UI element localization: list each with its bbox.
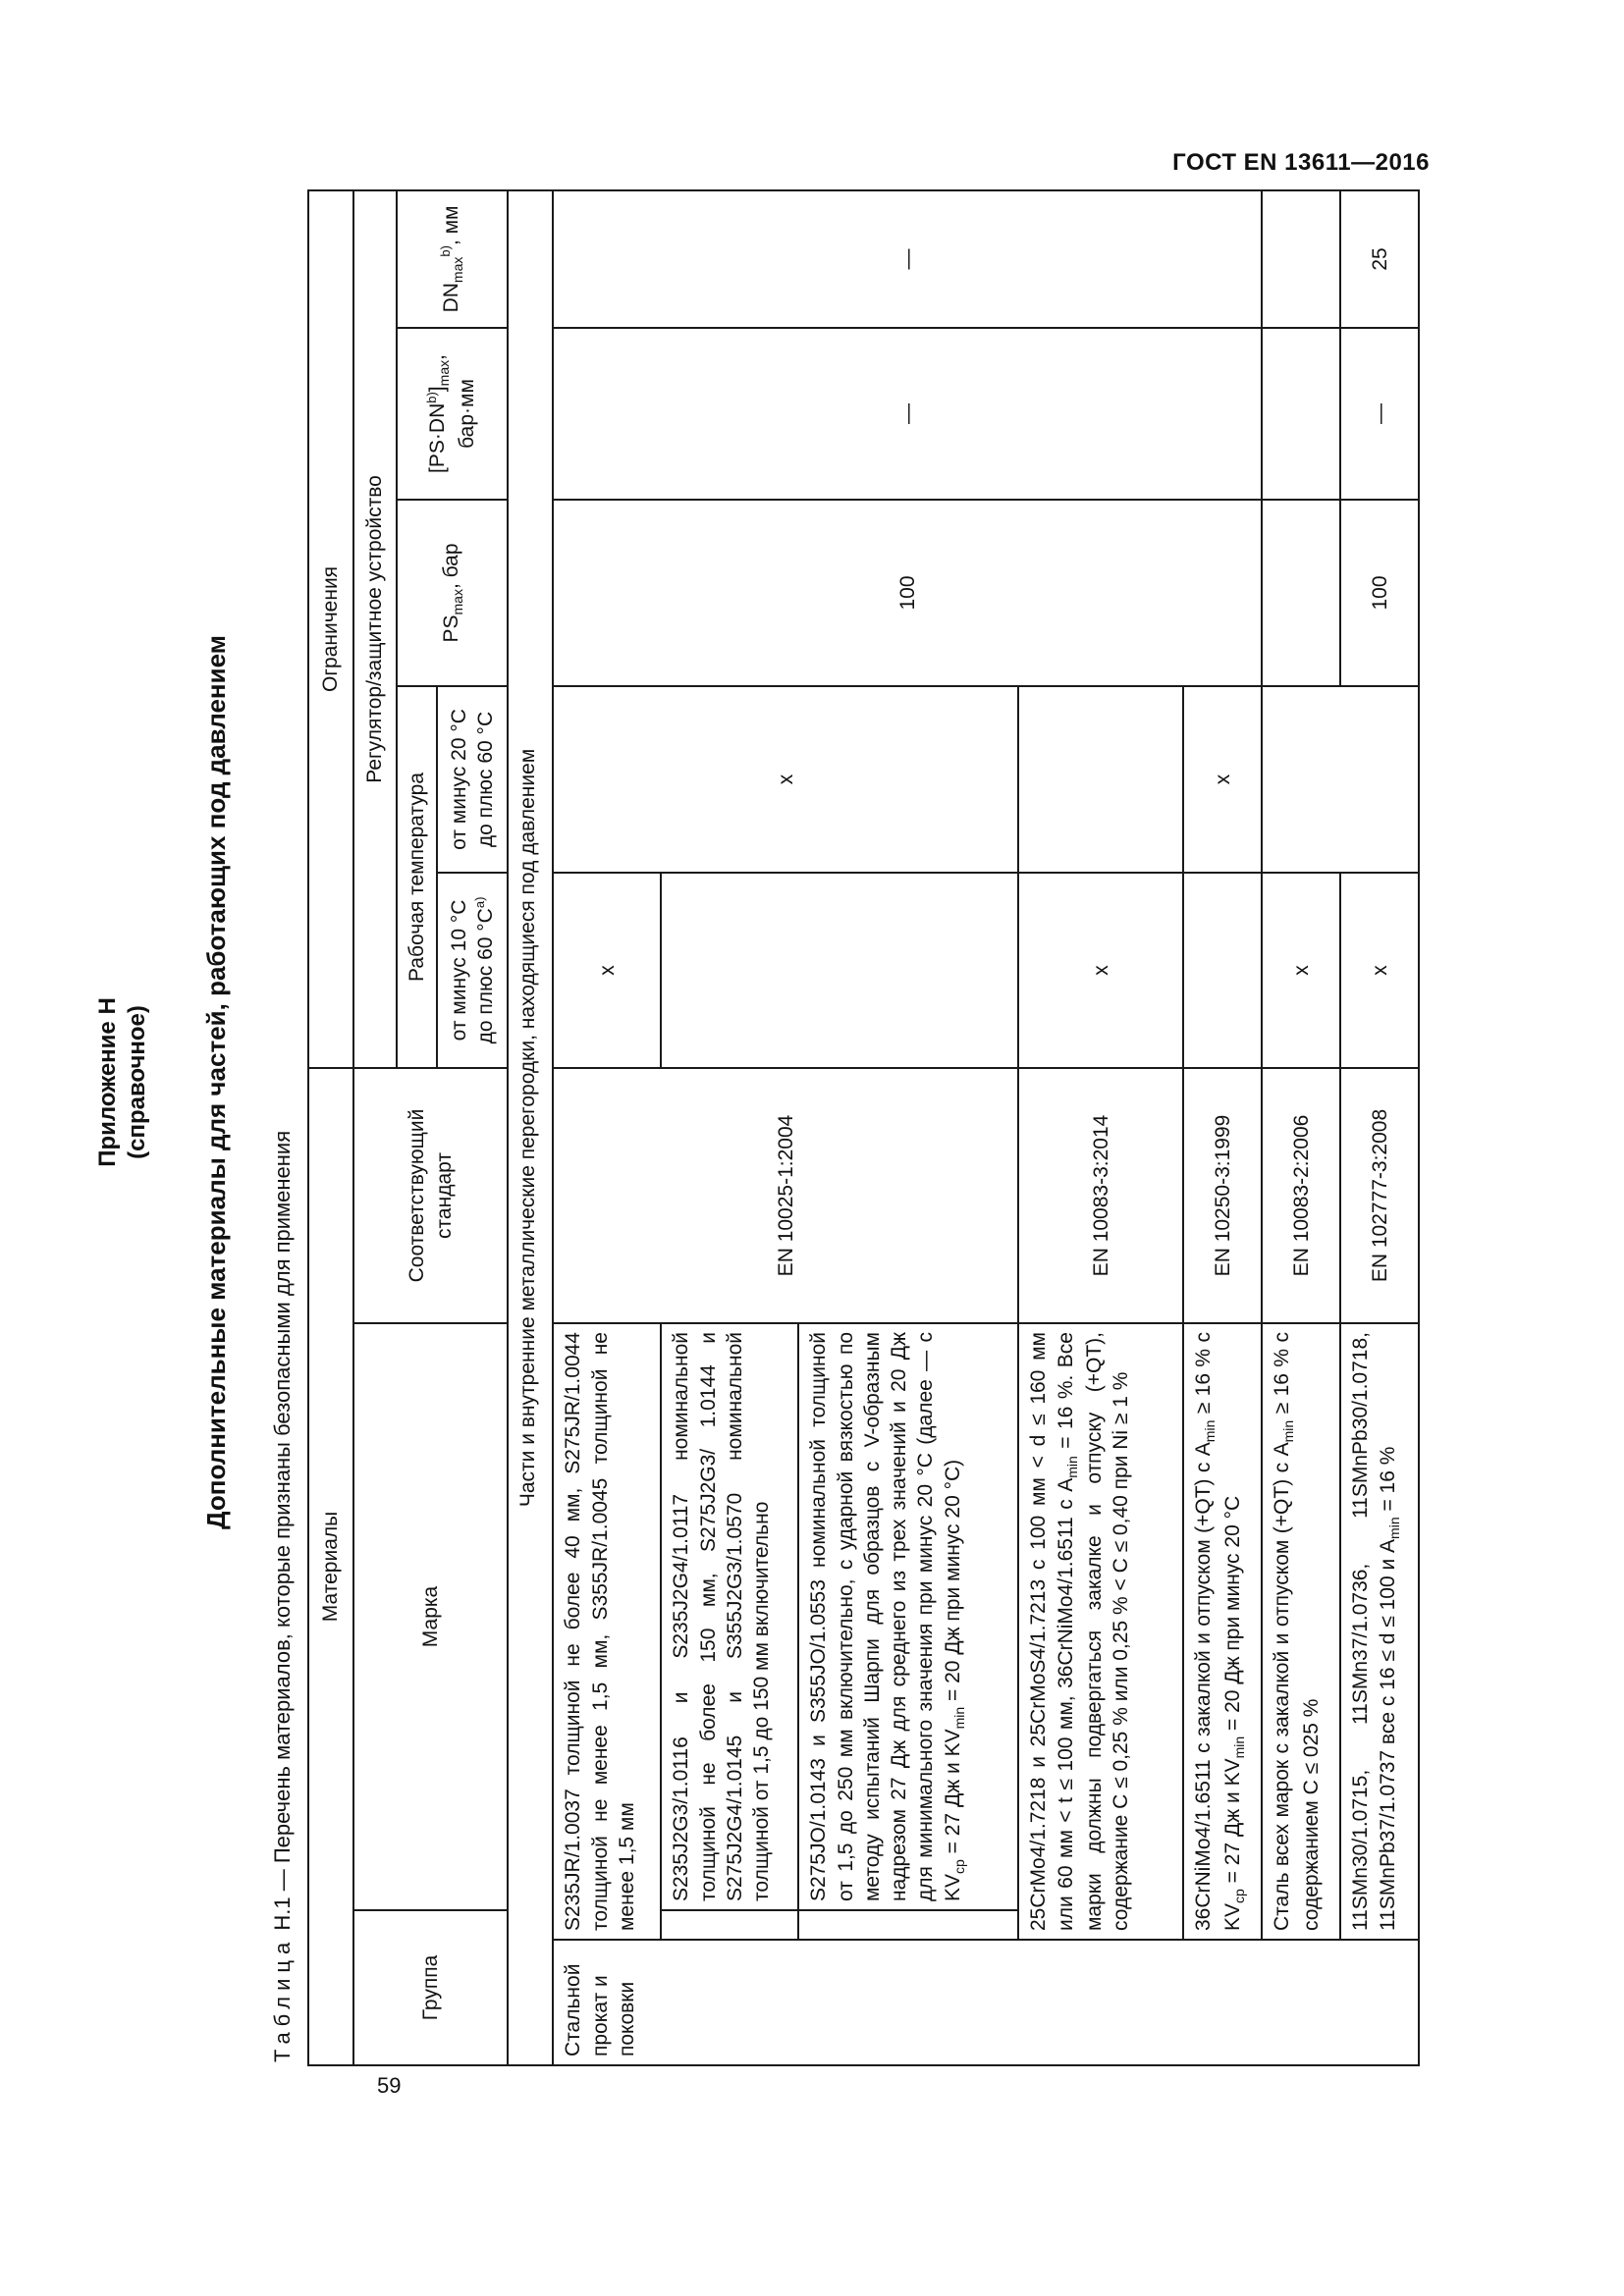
table-caption-number: Н.1 [270,1896,295,1931]
row7-temp1-mark: x [1340,873,1419,1068]
r5-sub1: min [1202,1419,1218,1443]
appendix-note: (справочное) [124,1005,150,1159]
grade-row-1: S235JR/1.0037 толщиной не более 40 мм, S275JR/1.0044 толщиной не менее 1,5 мм, S355JR/1.0045 толщиной не менее 1,5 мм [553,1323,661,1940]
header-temp-range-1 [437,873,508,1068]
psdn-main: [PS·DN [426,402,450,473]
dn-max-dash-upper: — [553,190,1262,328]
ps-unit: , бар [439,543,462,590]
grade-row-3 [798,1323,1018,1910]
row2-3-temp1-empty [661,873,1018,1068]
header-limits: Ограничения [308,190,353,1068]
temp1-line2 [472,881,499,1059]
row5-temp1-empty [1183,873,1262,1068]
grade-row-5 [1183,1323,1262,1940]
r4-part1: 25CrMo4/1.7218 и 25CrMoS4/1.7213 с 100 мм < d ≤ 160 мм или 60 мм < t ≤ 100 мм, 36CrNiMo4/1.6511 с A [1027,1332,1077,1931]
r6-sub1: min [1280,1419,1297,1443]
temp2-mark-upper: x [553,686,1018,873]
dn-sub: max [450,256,466,284]
row4-temp1-mark: x [1018,873,1183,1068]
header-regulator: Регулятор/защитное устройство [353,190,397,1068]
grade-row-4 [1018,1323,1183,1940]
r6-part2: ≥ 16 % с содержанием С ≤ 025 % [1271,1332,1323,1931]
r7-sub1: min [1385,1517,1402,1539]
row6-dn-empty [1262,190,1340,328]
page-number: 59 [377,2073,402,2098]
standard-designation: ГОСТ EN 13611—2016 [1172,149,1430,176]
temp2-line1: от минус 20 °C [448,709,470,850]
table-caption [270,1131,296,2062]
temp1-line1: от минус 10 °C [448,899,470,1041]
ps-sub: max [450,589,466,615]
r3-sub2: min [950,1706,967,1730]
grade-row-6 [1262,1323,1340,1940]
table-caption-prefix: Таблица [270,1936,295,2062]
row1-temp1-mark: x [553,873,661,1068]
grade-row-2: S235J2G3/1.0116 и S235J2G4/1.0117 номинальной толщиной не более 150 мм, S275J2G3/ 1.0144 и S275J2G4/1.0145 и S355J2G3/1.0570 номинальной толщиной от 1,5 до 150 мм включительно [661,1323,798,1910]
row6-psdn-empty [1262,328,1340,500]
grade-row-7 [1340,1323,1419,1940]
row7-ps-max: 100 [1340,500,1419,686]
r7-part2: = 16 % [1376,1446,1399,1518]
r3-part1: S275JO/1.0143 и S355JO/1.0553 номинальной толщиной от 1,5 до 250 мм включительно, с ударной вязкостью по методу испытаний Шарпи для образцов с V-образным надрезом 27 Дж для среднего из трех значений и 20 Дж для минимального значения при минус 20 °C (далее — с KV [807,1332,964,1901]
table-caption-text: — Перечень материалов, которые признаны безопасными для применения [270,1130,295,1897]
row4-temp2-empty [1018,686,1183,873]
dn-main: DN [439,283,462,313]
dn-sup: b) [437,245,453,257]
header-dn-max [397,190,508,328]
header-temperature: Рабочая температура [397,686,437,1068]
r5-sub3: min [1230,1735,1247,1759]
appendix-heading [93,88,152,2076]
r4-sub1: min [1063,1456,1080,1478]
dn-unit: , мм [439,205,462,246]
standard-en10025: EN 10025-1:2004 [553,1068,1018,1323]
standard-en102777-3: EN 102777-3:2008 [1340,1068,1419,1323]
header-standard: Соответствующий стандарт [353,1068,508,1323]
header-grade: Марка [353,1323,508,1910]
appendix-title: Приложение Н [94,997,121,1167]
document-title: Дополнительные материалы для частей, работающих под давлением [201,635,231,1529]
psdn-sup: b) [424,392,440,403]
temp2-line2: до плюс 60 °C [474,711,498,848]
row6-temp1-mark: x [1262,873,1340,1068]
psdn-unit: , бар·мм [426,354,478,449]
r5-part1: 36CrNiMo4/1.6511 с закалкой и отпуском (+QT) с A [1192,1442,1216,1931]
standard-en10250-3: EN 10250-3:1999 [1183,1068,1262,1323]
materials-table [307,189,1420,2066]
r3-part3: = 20 Дж при минус 20 °C) [941,1459,964,1707]
r5-sub2: ср [1230,1889,1247,1903]
header-temp-range-2 [437,686,508,873]
ps-main: PS [439,614,462,643]
standard-en10083-3: EN 10083-3:2014 [1018,1068,1183,1323]
header-psdn-max [397,328,508,500]
r3-sub1: ср [950,1859,967,1874]
row6-ps-empty [1262,500,1340,686]
header-ps-max [397,500,508,686]
section-row: Части и внутренние металлические перегородки, находящиеся под давлением [508,190,553,2065]
psdn-close: ] [426,386,450,393]
temp1-sup: a) [472,896,488,909]
r7-part1: 11SMn30/1.0715, 11SMn37/1.0736, 11SMnPb30/1.0718, 11SMnPb37/1.0737 все с 16 ≤ d ≤ 100 и A [1349,1332,1399,1931]
table-container [307,189,1420,2066]
header-materials: Материалы [308,1068,353,2065]
rotated-page-content [93,88,1402,2076]
r4-part2: = 16 %. Все марки должны подвергаться закалке и отпуску (+QT), содержание С ≤ 0,25 % или 0,25 % < C ≤ 0,40 при Ni ≥ 1 % [1054,1332,1133,1931]
row7-dn-max: 25 [1340,190,1419,328]
psdn-max-dash-upper: — [553,328,1262,500]
r5-part4: = 20 Дж при минус 20 °C [1220,1495,1244,1736]
r5-part2: ≥ 16 % с KV [1192,1332,1244,1931]
r6-part1: Сталь всех марок с закалкой и отпуском (+QT) с A [1271,1442,1294,1931]
r3-part2: = 27 Дж и KV [941,1729,964,1860]
psdn-sub: max [436,359,453,387]
row7-psdn-max: — [1340,328,1419,500]
row6-7-temp2-empty [1262,686,1419,873]
temp1-line2-text: до плюс 60 °C [474,908,498,1044]
ps-max-100-upper: 100 [553,500,1262,686]
row5-temp2-mark: x [1183,686,1262,873]
header-group: Группа [353,1910,508,2065]
r5-part3: = 27 Дж и KV [1220,1758,1244,1890]
group-cell: Стальной прокат и поковки [553,1940,1419,2065]
standard-en10083-2: EN 10083-2:2006 [1262,1068,1340,1323]
